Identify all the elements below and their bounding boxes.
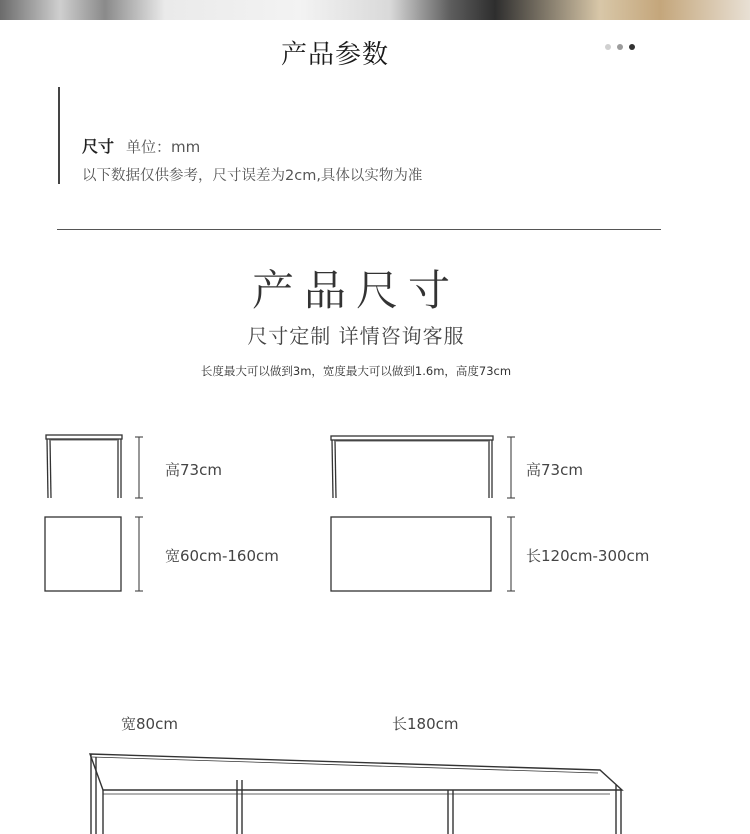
small-width-marker [135, 517, 143, 591]
large-length-marker [507, 517, 515, 591]
custom-size-note: 长度最大可以做到3m，宽度最大可以做到1.6m，高度73cm [200, 364, 512, 378]
small-height-label: 高73cm [165, 461, 222, 479]
large-length-label: 长120cm-300cm [526, 547, 650, 565]
sample-length-label: 长180cm [392, 715, 459, 733]
section-title: 产品参数 [280, 40, 389, 70]
dimensions-subtitle: 尺寸定制 详情咨询客服 [247, 324, 465, 348]
size-label: 尺寸 [82, 137, 115, 156]
small-table-side-view [46, 435, 122, 498]
reference-note: 以下数据仅供参考，尺寸误差为2cm,具体以实物为准 [82, 168, 423, 184]
small-table-top-view [45, 517, 121, 591]
large-height-label: 高73cm [526, 461, 583, 479]
small-width-label: 宽60cm-160cm [165, 547, 279, 565]
large-height-marker [507, 437, 515, 498]
small-height-marker [135, 437, 143, 498]
perspective-table-drawing [90, 754, 622, 834]
dimensions-title: 产品尺寸 [251, 266, 460, 315]
unit-label: 单位：mm [126, 138, 201, 156]
sample-width-label: 宽80cm [121, 715, 178, 733]
large-table-top-view [331, 517, 491, 591]
large-table-side-view [331, 436, 493, 498]
